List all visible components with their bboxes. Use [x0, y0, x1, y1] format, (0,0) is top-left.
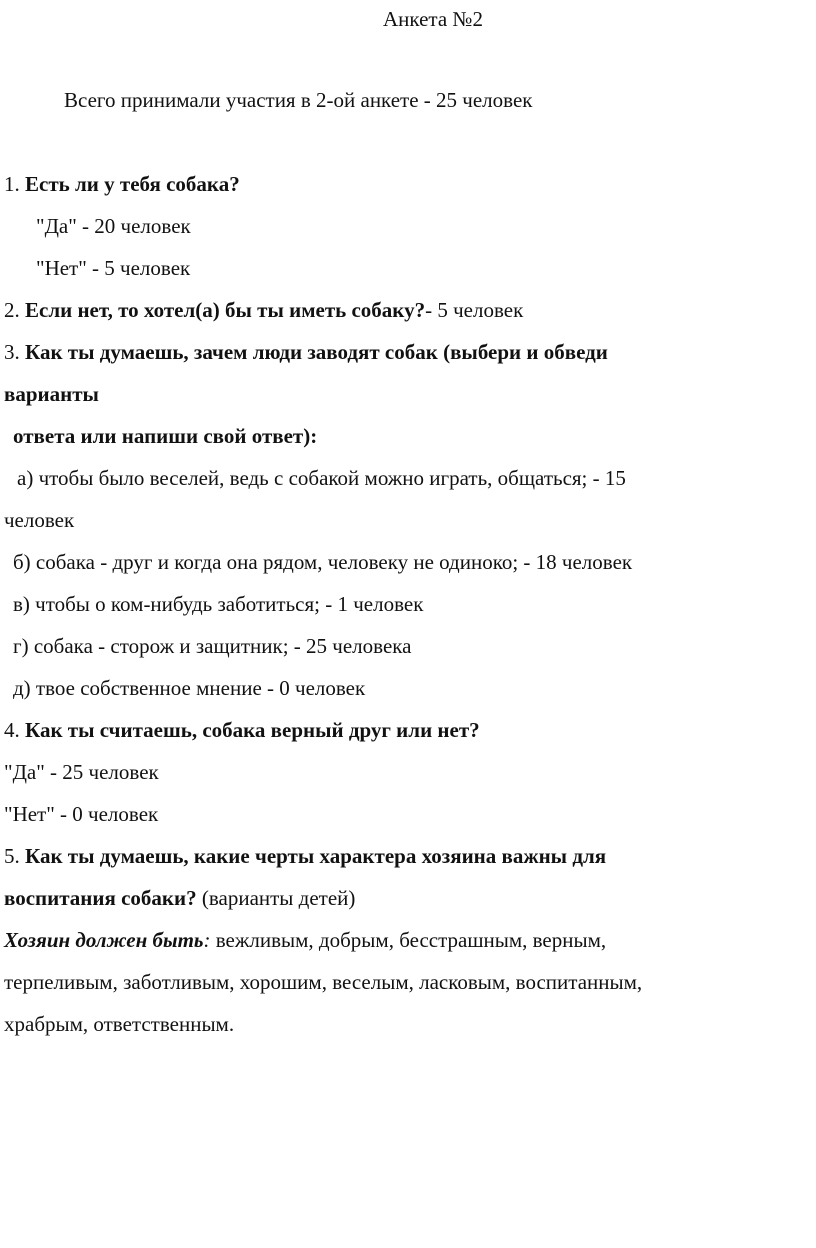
owner-colon: : — [203, 928, 211, 952]
question-5-continued — [4, 888, 355, 909]
question-3-continued: варианты — [4, 382, 99, 406]
question-text: Если нет, то хотел(а) бы ты иметь собаку? — [25, 298, 426, 322]
option-v: в) чтобы о ком-нибудь заботиться; - 1 человек — [13, 592, 424, 616]
question-text: воспитания собаки? — [4, 886, 197, 910]
question-3-continued: ответа или напиши свой ответ): — [13, 424, 318, 448]
owner-label: Хозяин должен быть — [4, 928, 204, 952]
option-a: а) чтобы было веселей, ведь с собакой можно играть, общаться; - 15 — [17, 466, 626, 490]
question-2 — [4, 300, 523, 321]
document-title: Анкета №2 — [383, 7, 483, 31]
intro-text: Всего принимали участия в 2-ой анкете - 25 человек — [64, 88, 533, 112]
question-number: 2. — [4, 298, 25, 322]
question-result: - 5 человек — [425, 298, 524, 322]
answer-yes: "Да" - 25 человек — [4, 760, 159, 784]
option-d: д) твое собственное мнение - 0 человек — [13, 676, 366, 700]
question-number: 1. — [4, 172, 25, 196]
traits-continued: терпеливым, заботливым, хорошим, веселым, ласковым, воспитанным, — [4, 970, 643, 994]
traits-text: вежливым, добрым, бесстрашным, верным, — [210, 928, 607, 952]
question-text: Как ты считаешь, собака верный друг или нет? — [25, 718, 480, 742]
question-note: (варианты детей) — [196, 886, 356, 910]
option-a-continued: человек — [4, 508, 75, 532]
option-g: г) собака - сторож и защитник; - 25 человека — [13, 634, 412, 658]
question-3 — [4, 342, 608, 363]
question-5 — [4, 846, 606, 867]
question-number: 4. — [4, 718, 25, 742]
question-text: Как ты думаешь, какие черты характера хозяина важны для — [25, 844, 607, 868]
owner-traits — [4, 930, 606, 951]
question-text: Есть ли у тебя собака? — [25, 172, 240, 196]
traits-continued: храбрым, ответственным. — [4, 1012, 235, 1036]
answer-no: "Нет" - 5 человек — [36, 256, 191, 280]
answer-yes: "Да" - 20 человек — [36, 214, 191, 238]
question-text: Как ты думаешь, зачем люди заводят собак (выбери и обведи — [25, 340, 608, 364]
question-1 — [4, 174, 240, 195]
answer-no: "Нет" - 0 человек — [4, 802, 159, 826]
question-4 — [4, 720, 480, 741]
question-number: 3. — [4, 340, 25, 364]
question-number: 5. — [4, 844, 25, 868]
option-b: б) собака - друг и когда она рядом, человеку не одиноко; - 18 человек — [13, 550, 633, 574]
